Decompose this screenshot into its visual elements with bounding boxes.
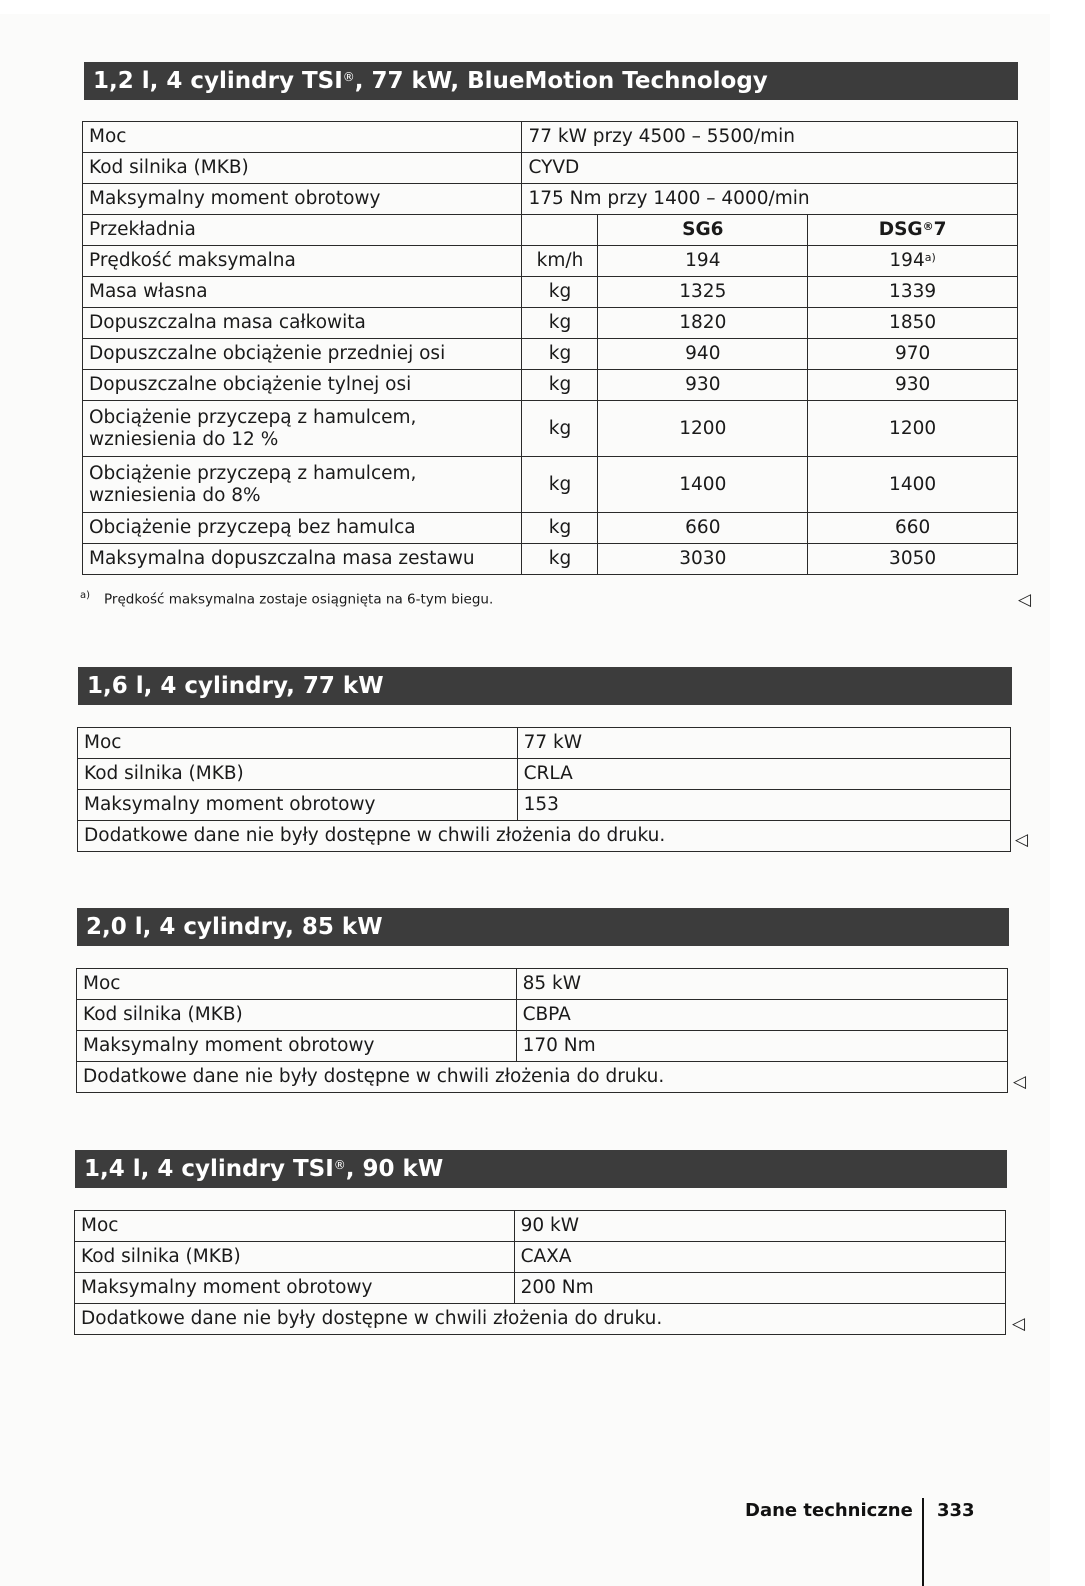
table-row <box>83 457 1018 513</box>
row-label: Kod silnika (MKB) <box>75 1242 515 1273</box>
row-value: 153 <box>517 790 1010 821</box>
value-text: 194 <box>889 250 925 271</box>
row-value: CRLA <box>517 759 1010 790</box>
table-row <box>77 1031 1008 1062</box>
row-label: Moc <box>77 969 517 1000</box>
unit-cell: kg <box>522 339 598 370</box>
row-label: Obciążenie przyczepą bez hamulca <box>83 513 522 544</box>
table-row <box>75 1273 1006 1304</box>
value-sg6: 1200 <box>598 401 808 457</box>
section-title-rest: , 77 kW, BlueMotion Technology <box>354 68 768 94</box>
table-row <box>77 1062 1008 1093</box>
row-label: Maksymalny moment obrotowy <box>77 1031 517 1062</box>
value-sg6: 1325 <box>598 277 808 308</box>
value-sg6: 940 <box>598 339 808 370</box>
registered-mark: ® <box>922 220 934 233</box>
table-row <box>83 544 1018 575</box>
table-row <box>83 215 1018 246</box>
gearbox-dsg-text: DSG <box>878 219 923 240</box>
value-dsg7: 970 <box>808 339 1018 370</box>
unit-cell: kg <box>522 277 598 308</box>
footer-section-title: Dane techniczne <box>745 1500 913 1521</box>
row-value: CYVD <box>522 153 1018 184</box>
unit-cell: kg <box>522 513 598 544</box>
section-title-1-2-tsi <box>84 62 1018 100</box>
table-row <box>83 401 1018 457</box>
table-row <box>75 1304 1006 1335</box>
unit-cell: kg <box>522 370 598 401</box>
section-title-2-0 <box>77 908 1009 946</box>
table-row <box>77 1000 1008 1031</box>
value-dsg7: 1339 <box>808 277 1018 308</box>
footnote-mark: a) <box>80 590 91 601</box>
row-label: Moc <box>78 728 518 759</box>
section-end-icon: ◁ <box>1015 830 1029 850</box>
table-row <box>78 790 1011 821</box>
table-row <box>77 969 1008 1000</box>
spec-table-1-4-tsi <box>74 1210 1006 1335</box>
row-label: Kod silnika (MKB) <box>78 759 518 790</box>
table-row <box>75 1211 1006 1242</box>
value-sg6: 3030 <box>598 544 808 575</box>
value-dsg7: 930 <box>808 370 1018 401</box>
value-dsg7 <box>808 246 1018 277</box>
table-row <box>83 153 1018 184</box>
row-value: 175 Nm przy 1400 – 4000/min <box>522 184 1018 215</box>
row-value: 90 kW <box>514 1211 1005 1242</box>
row-value: 77 kW przy 4500 – 5500/min <box>522 122 1018 153</box>
row-label: Maksymalny moment obrotowy <box>75 1273 515 1304</box>
gearbox-sg6: SG6 <box>598 215 808 246</box>
value-sg6: 930 <box>598 370 808 401</box>
unit-cell: kg <box>522 544 598 575</box>
value-dsg7: 1200 <box>808 401 1018 457</box>
row-value: 77 kW <box>517 728 1010 759</box>
row-value: 170 Nm <box>516 1031 1007 1062</box>
footnote <box>80 590 493 608</box>
row-label: Moc <box>75 1211 515 1242</box>
value-sg6: 660 <box>598 513 808 544</box>
row-label: Dopuszczalna masa całkowita <box>83 308 522 339</box>
row-label: Maksymalna dopuszczalna masa zestawu <box>83 544 522 575</box>
value-dsg7: 1850 <box>808 308 1018 339</box>
section-title-1-4-tsi <box>75 1150 1007 1188</box>
row-label: Dopuszczalne obciążenie tylnej osi <box>83 370 522 401</box>
section-title-text: 2,0 l, 4 cylindry, 85 kW <box>86 914 383 940</box>
table-row <box>78 821 1011 852</box>
gearbox-dsg7 <box>808 215 1018 246</box>
value-dsg7: 660 <box>808 513 1018 544</box>
gearbox-dsg-number: 7 <box>933 219 947 240</box>
table-row <box>83 277 1018 308</box>
note-cell: Dodatkowe dane nie były dostępne w chwili złożenia do druku. <box>77 1062 1008 1093</box>
unit-cell: kg <box>522 401 598 457</box>
row-label: Maksymalny moment obrotowy <box>78 790 518 821</box>
section-end-icon: ◁ <box>1018 590 1032 610</box>
unit-cell: kg <box>522 457 598 513</box>
table-row <box>83 122 1018 153</box>
note-cell: Dodatkowe dane nie były dostępne w chwili złożenia do druku. <box>78 821 1011 852</box>
row-value: 85 kW <box>516 969 1007 1000</box>
row-value: CBPA <box>516 1000 1007 1031</box>
section-title-text: 1,4 l, 4 cylindry TSI <box>84 1156 334 1182</box>
unit-cell: kg <box>522 308 598 339</box>
section-title-text: 1,2 l, 4 cylindry TSI <box>93 68 343 94</box>
row-label: Dopuszczalne obciążenie przedniej osi <box>83 339 522 370</box>
table-row <box>83 370 1018 401</box>
row-label: Kod silnika (MKB) <box>77 1000 517 1031</box>
table-row <box>75 1242 1006 1273</box>
spec-table-1-6 <box>77 727 1011 852</box>
table-row <box>78 728 1011 759</box>
row-label: Prędkość maksymalna <box>83 246 522 277</box>
table-row <box>83 513 1018 544</box>
table-row <box>83 246 1018 277</box>
row-label: Kod silnika (MKB) <box>83 153 522 184</box>
table-row <box>78 759 1011 790</box>
footnote-text: Prędkość maksymalna zostaje osiągnięta na 6-tym biegu. <box>104 591 494 608</box>
section-title-1-6 <box>78 667 1012 705</box>
footer-divider <box>922 1498 924 1586</box>
note-cell: Dodatkowe dane nie były dostępne w chwili złożenia do druku. <box>75 1304 1006 1335</box>
section-title-text: 1,6 l, 4 cylindry, 77 kW <box>87 673 384 699</box>
table-row <box>83 308 1018 339</box>
value-dsg7: 1400 <box>808 457 1018 513</box>
section-title-rest: , 90 kW <box>345 1156 444 1182</box>
registered-mark: ® <box>333 1158 346 1172</box>
value-sg6: 1400 <box>598 457 808 513</box>
row-value: 200 Nm <box>514 1273 1005 1304</box>
registered-mark: ® <box>342 70 355 84</box>
row-label: Masa własna <box>83 277 522 308</box>
row-label: Maksymalny moment obrotowy <box>83 184 522 215</box>
value-sg6: 1820 <box>598 308 808 339</box>
spec-table-1-2-tsi <box>82 121 1018 575</box>
spec-table-2-0 <box>76 968 1008 1093</box>
section-end-icon: ◁ <box>1013 1072 1027 1092</box>
row-label: Przekładnia <box>83 215 522 246</box>
unit-cell <box>522 215 598 246</box>
row-label: Obciążenie przyczepą z hamulcem, wzniesienia do 8% <box>83 457 522 513</box>
row-label: Moc <box>83 122 522 153</box>
value-dsg7: 3050 <box>808 544 1018 575</box>
unit-cell: km/h <box>522 246 598 277</box>
page-number: 333 <box>937 1500 975 1521</box>
footnote-ref: a) <box>924 251 936 264</box>
table-row <box>83 339 1018 370</box>
section-end-icon: ◁ <box>1012 1314 1026 1334</box>
row-label: Obciążenie przyczepą z hamulcem, wzniesienia do 12 % <box>83 401 522 457</box>
value-sg6: 194 <box>598 246 808 277</box>
table-row <box>83 184 1018 215</box>
row-value: CAXA <box>514 1242 1005 1273</box>
